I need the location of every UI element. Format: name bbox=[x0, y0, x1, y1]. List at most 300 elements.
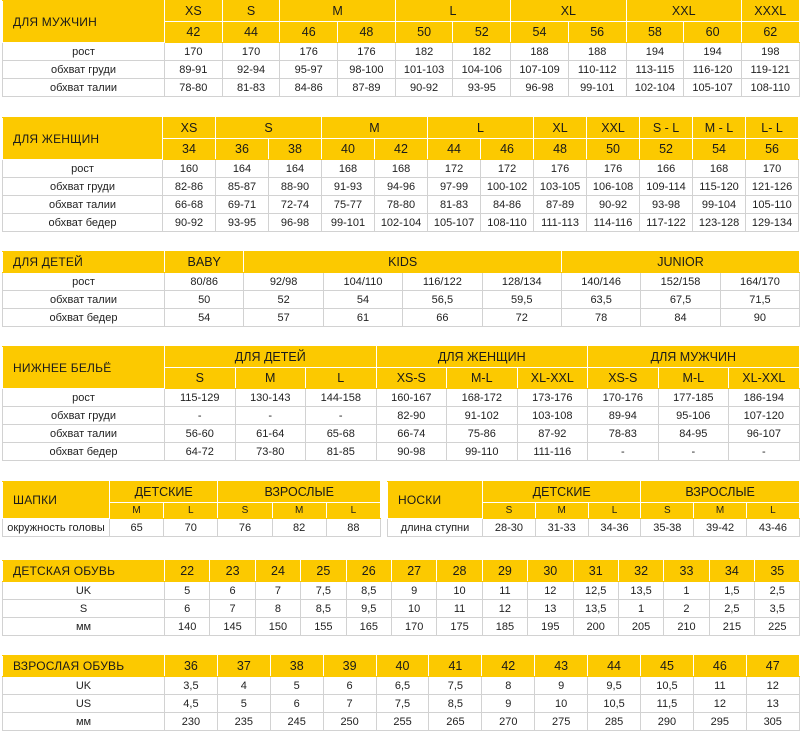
cell: 119-121 bbox=[741, 61, 799, 79]
cell: 105-107 bbox=[428, 214, 481, 232]
row-label: рост bbox=[3, 389, 165, 407]
cell: 65-68 bbox=[306, 425, 377, 443]
cell: 52 bbox=[244, 291, 323, 309]
cell: 65 bbox=[110, 519, 164, 537]
women-size-xl: XL bbox=[534, 118, 587, 139]
men-title: ДЛЯ МУЖЧИН bbox=[3, 1, 165, 43]
cell: 176 bbox=[587, 160, 640, 178]
men-num: 54 bbox=[511, 22, 569, 43]
cell: 85-87 bbox=[216, 178, 269, 196]
table-row bbox=[3, 214, 799, 232]
cell: 9 bbox=[482, 695, 535, 713]
men-num: 42 bbox=[165, 22, 223, 43]
cell: 4 bbox=[217, 677, 270, 695]
adult-shoes-size: 39 bbox=[323, 656, 376, 677]
cell: 168 bbox=[693, 160, 746, 178]
cell: 11 bbox=[482, 582, 527, 600]
cell: 6 bbox=[323, 677, 376, 695]
table-row bbox=[3, 389, 800, 407]
row-label: рост bbox=[3, 43, 165, 61]
cell: 100-102 bbox=[481, 178, 534, 196]
cell: 35-38 bbox=[641, 519, 694, 537]
cell: 128/134 bbox=[482, 273, 561, 291]
women-size-s-l: S - L bbox=[640, 118, 693, 139]
women-size-table bbox=[2, 117, 799, 232]
underwear-size: S bbox=[165, 368, 236, 389]
table-row bbox=[3, 618, 800, 636]
table-row bbox=[3, 43, 800, 61]
cell: 6,5 bbox=[376, 677, 429, 695]
women-num: 46 bbox=[481, 139, 534, 160]
cell: 75-77 bbox=[322, 196, 375, 214]
underwear-size: XL-XXL bbox=[517, 368, 588, 389]
table-row bbox=[3, 713, 800, 731]
cell: 90 bbox=[720, 309, 799, 327]
cell: 78-80 bbox=[375, 196, 428, 214]
cell: 144-158 bbox=[306, 389, 377, 407]
hats-size: S bbox=[218, 503, 272, 519]
kids-shoes-title: ДЕТСКАЯ ОБУВЬ bbox=[3, 561, 165, 582]
cell: 81-85 bbox=[306, 443, 377, 461]
cell: 64-72 bbox=[165, 443, 236, 461]
cell: 101-103 bbox=[395, 61, 453, 79]
row-label: мм bbox=[3, 618, 165, 636]
cell: 88 bbox=[326, 519, 380, 537]
women-num: 52 bbox=[640, 139, 693, 160]
cell: 87-89 bbox=[534, 196, 587, 214]
cell: 170 bbox=[391, 618, 436, 636]
cell: 96-107 bbox=[729, 425, 800, 443]
cell: 7 bbox=[210, 600, 255, 618]
cell: 165 bbox=[346, 618, 391, 636]
adult-shoes-title: ВЗРОСЛАЯ ОБУВЬ bbox=[3, 656, 165, 677]
cell: 92/98 bbox=[244, 273, 323, 291]
table-row bbox=[3, 519, 381, 537]
cell: 8,5 bbox=[301, 600, 346, 618]
cell: 104-106 bbox=[453, 61, 511, 79]
cell: 11 bbox=[437, 600, 482, 618]
cell: 164/170 bbox=[720, 273, 799, 291]
cell: 170-176 bbox=[588, 389, 659, 407]
cell: 155 bbox=[301, 618, 346, 636]
cell: 116-120 bbox=[684, 61, 742, 79]
cell: 82-86 bbox=[163, 178, 216, 196]
cell: 108-110 bbox=[741, 79, 799, 97]
table-row bbox=[3, 160, 799, 178]
cell: 11,5 bbox=[641, 695, 694, 713]
cell: 160 bbox=[163, 160, 216, 178]
cell: 168-172 bbox=[447, 389, 518, 407]
cell: 96-98 bbox=[269, 214, 322, 232]
men-num: 60 bbox=[684, 22, 742, 43]
women-size-m: M bbox=[322, 118, 428, 139]
cell: 11 bbox=[693, 677, 746, 695]
cell: 198 bbox=[741, 43, 799, 61]
men-num: 46 bbox=[280, 22, 338, 43]
cell: 140/146 bbox=[561, 273, 640, 291]
cell: 188 bbox=[568, 43, 626, 61]
table-row bbox=[3, 61, 800, 79]
row-label: окружность головы bbox=[3, 519, 110, 537]
cell: 67,5 bbox=[641, 291, 720, 309]
underwear-size: XS-S bbox=[376, 368, 447, 389]
women-size-l-l: L- L bbox=[746, 118, 799, 139]
row-label: UK bbox=[3, 582, 165, 600]
cell: 115-120 bbox=[693, 178, 746, 196]
cell: 290 bbox=[641, 713, 694, 731]
kids-shoes-size-table bbox=[2, 560, 799, 636]
cell: 99-101 bbox=[322, 214, 375, 232]
cell: 152/158 bbox=[641, 273, 720, 291]
cell: 82-90 bbox=[376, 407, 447, 425]
men-size-s: S bbox=[222, 1, 280, 22]
hats-size-table bbox=[2, 481, 380, 537]
cell: 200 bbox=[573, 618, 618, 636]
cell: 275 bbox=[535, 713, 588, 731]
cell: 12 bbox=[746, 677, 799, 695]
kids-shoes-size: 28 bbox=[437, 561, 482, 582]
cell: 113-115 bbox=[626, 61, 684, 79]
cell: 80/86 bbox=[165, 273, 244, 291]
hats-title: ШАПКИ bbox=[3, 482, 110, 519]
cell: 61 bbox=[323, 309, 402, 327]
cell: 76 bbox=[218, 519, 272, 537]
socks-size: S bbox=[641, 503, 694, 519]
women-num: 36 bbox=[216, 139, 269, 160]
cell: 81-83 bbox=[428, 196, 481, 214]
cell: 9,5 bbox=[588, 677, 641, 695]
cell: 170 bbox=[165, 43, 223, 61]
kids-shoes-size: 33 bbox=[664, 561, 709, 582]
cell: 1 bbox=[664, 582, 709, 600]
cell: 8,5 bbox=[346, 582, 391, 600]
cell: 160-167 bbox=[376, 389, 447, 407]
cell: 103-105 bbox=[534, 178, 587, 196]
adult-shoes-size: 42 bbox=[482, 656, 535, 677]
adult-shoes-size: 36 bbox=[165, 656, 218, 677]
men-size-xxxl: XXXL bbox=[741, 1, 799, 22]
cell: 43-46 bbox=[747, 519, 800, 537]
men-size-table bbox=[2, 0, 799, 97]
cell: - bbox=[235, 407, 306, 425]
socks-size: M bbox=[694, 503, 747, 519]
table-row bbox=[3, 600, 800, 618]
cell: 9 bbox=[391, 582, 436, 600]
cell: 114-116 bbox=[587, 214, 640, 232]
kids-group-junior: JUNIOR bbox=[561, 252, 799, 273]
cell: 10 bbox=[391, 600, 436, 618]
cell: 69-71 bbox=[216, 196, 269, 214]
cell: 73-80 bbox=[235, 443, 306, 461]
underwear-size: M-L bbox=[658, 368, 729, 389]
cell: 96-98 bbox=[511, 79, 569, 97]
cell: 108-110 bbox=[481, 214, 534, 232]
cell: 106-108 bbox=[587, 178, 640, 196]
cell: 1 bbox=[618, 600, 663, 618]
cell: 176 bbox=[338, 43, 396, 61]
women-num: 34 bbox=[163, 139, 216, 160]
kids-size-table bbox=[2, 251, 799, 327]
cell: 102-104 bbox=[626, 79, 684, 97]
cell: 170 bbox=[746, 160, 799, 178]
cell: 84-95 bbox=[658, 425, 729, 443]
cell: 6 bbox=[165, 600, 210, 618]
cell: 173-176 bbox=[517, 389, 588, 407]
cell: 115-129 bbox=[165, 389, 236, 407]
underwear-group-men: ДЛЯ МУЖЧИН bbox=[588, 347, 800, 368]
men-size-xs: XS bbox=[165, 1, 223, 22]
cell: 185 bbox=[482, 618, 527, 636]
adult-shoes-size: 45 bbox=[641, 656, 694, 677]
cell: 90-98 bbox=[376, 443, 447, 461]
cell: 166 bbox=[640, 160, 693, 178]
cell: 7 bbox=[255, 582, 300, 600]
hats-size: L bbox=[164, 503, 218, 519]
cell: 90-92 bbox=[395, 79, 453, 97]
women-num: 54 bbox=[693, 139, 746, 160]
table-row bbox=[3, 309, 800, 327]
cell: 7,5 bbox=[301, 582, 346, 600]
women-size-s: S bbox=[216, 118, 322, 139]
row-label: обхват талии bbox=[3, 291, 165, 309]
cell: 28-30 bbox=[483, 519, 536, 537]
cell: 31-33 bbox=[535, 519, 588, 537]
cell: 99-104 bbox=[693, 196, 746, 214]
kids-shoes-size: 29 bbox=[482, 561, 527, 582]
cell: 129-134 bbox=[746, 214, 799, 232]
hats-group-kids: ДЕТСКИЕ bbox=[110, 482, 218, 503]
socks-size: L bbox=[588, 503, 641, 519]
cell: 103-108 bbox=[517, 407, 588, 425]
cell: 8 bbox=[255, 600, 300, 618]
cell: 94-96 bbox=[375, 178, 428, 196]
cell: 176 bbox=[534, 160, 587, 178]
row-label: обхват бедер bbox=[3, 214, 163, 232]
cell: - bbox=[165, 407, 236, 425]
kids-shoes-size: 25 bbox=[301, 561, 346, 582]
men-num: 56 bbox=[568, 22, 626, 43]
cell: 121-126 bbox=[746, 178, 799, 196]
cell: 285 bbox=[588, 713, 641, 731]
adult-shoes-size-table bbox=[2, 655, 799, 731]
underwear-size: M-L bbox=[447, 368, 518, 389]
row-label: US bbox=[3, 695, 165, 713]
women-num: 44 bbox=[428, 139, 481, 160]
cell: 88-90 bbox=[269, 178, 322, 196]
cell: 7 bbox=[323, 695, 376, 713]
women-title: ДЛЯ ЖЕНЩИН bbox=[3, 118, 163, 160]
adult-shoes-size: 46 bbox=[693, 656, 746, 677]
table-row bbox=[3, 443, 800, 461]
table-row bbox=[3, 425, 800, 443]
cell: 3,5 bbox=[755, 600, 800, 618]
cell: 168 bbox=[322, 160, 375, 178]
cell: 168 bbox=[375, 160, 428, 178]
cell: 182 bbox=[453, 43, 511, 61]
cell: - bbox=[658, 443, 729, 461]
socks-size: L bbox=[747, 503, 800, 519]
cell: 3,5 bbox=[165, 677, 218, 695]
cell: 145 bbox=[210, 618, 255, 636]
cell: 8,5 bbox=[429, 695, 482, 713]
hats-size: L bbox=[326, 503, 380, 519]
cell: 66-74 bbox=[376, 425, 447, 443]
row-label: обхват груди bbox=[3, 178, 163, 196]
cell: 90-92 bbox=[587, 196, 640, 214]
underwear-title: НИЖНЕЕ БЕЛЬЁ bbox=[3, 347, 165, 389]
cell: 177-185 bbox=[658, 389, 729, 407]
cell: 50 bbox=[165, 291, 244, 309]
row-label: S bbox=[3, 600, 165, 618]
cell: 89-91 bbox=[165, 61, 223, 79]
row-label: обхват груди bbox=[3, 407, 165, 425]
cell: 111-116 bbox=[517, 443, 588, 461]
kids-group-baby: BABY bbox=[165, 252, 244, 273]
kids-shoes-size: 27 bbox=[391, 561, 436, 582]
table-row bbox=[3, 196, 799, 214]
women-num: 56 bbox=[746, 139, 799, 160]
cell: 6 bbox=[210, 582, 255, 600]
men-num: 58 bbox=[626, 22, 684, 43]
cell: 305 bbox=[746, 713, 799, 731]
cell: 93-98 bbox=[640, 196, 693, 214]
cell: 72 bbox=[482, 309, 561, 327]
cell: 56,5 bbox=[403, 291, 482, 309]
cell: 54 bbox=[323, 291, 402, 309]
cell: 4,5 bbox=[165, 695, 218, 713]
cell: 87-92 bbox=[517, 425, 588, 443]
socks-size: S bbox=[483, 503, 536, 519]
underwear-size: XL-XXL bbox=[729, 368, 800, 389]
row-label: UK bbox=[3, 677, 165, 695]
men-size-xxl: XXL bbox=[626, 1, 741, 22]
cell: 2 bbox=[664, 600, 709, 618]
cell: 205 bbox=[618, 618, 663, 636]
cell: 12 bbox=[528, 582, 573, 600]
kids-shoes-size: 24 bbox=[255, 561, 300, 582]
cell: 117-122 bbox=[640, 214, 693, 232]
cell: 105-107 bbox=[684, 79, 742, 97]
cell: 215 bbox=[709, 618, 754, 636]
table-row bbox=[3, 273, 800, 291]
socks-group-adults: ВЗРОСЛЫЕ bbox=[641, 482, 799, 503]
cell: 175 bbox=[437, 618, 482, 636]
adult-shoes-size: 44 bbox=[588, 656, 641, 677]
cell: 8 bbox=[482, 677, 535, 695]
cell: 170 bbox=[222, 43, 280, 61]
men-size-l: L bbox=[395, 1, 510, 22]
cell: 13,5 bbox=[618, 582, 663, 600]
table-row bbox=[388, 519, 800, 537]
cell: 99-101 bbox=[568, 79, 626, 97]
women-size-xs: XS bbox=[163, 118, 216, 139]
cell: 116/122 bbox=[403, 273, 482, 291]
cell: 12 bbox=[693, 695, 746, 713]
men-num: 62 bbox=[741, 22, 799, 43]
cell: 78 bbox=[561, 309, 640, 327]
cell: 57 bbox=[244, 309, 323, 327]
men-size-xl: XL bbox=[511, 1, 626, 22]
table-row bbox=[3, 79, 800, 97]
adult-shoes-size: 43 bbox=[535, 656, 588, 677]
cell: - bbox=[306, 407, 377, 425]
cell: 84-86 bbox=[280, 79, 338, 97]
cell: 92-94 bbox=[222, 61, 280, 79]
row-label: длина ступни bbox=[388, 519, 483, 537]
cell: 10,5 bbox=[588, 695, 641, 713]
men-size-m: M bbox=[280, 1, 395, 22]
row-label: обхват бедер bbox=[3, 443, 165, 461]
adult-shoes-size: 40 bbox=[376, 656, 429, 677]
cell: 186-194 bbox=[729, 389, 800, 407]
cell: 93-95 bbox=[216, 214, 269, 232]
kids-shoes-size: 35 bbox=[755, 561, 800, 582]
cell: 107-120 bbox=[729, 407, 800, 425]
row-label: рост bbox=[3, 273, 165, 291]
men-num: 50 bbox=[395, 22, 453, 43]
table-row bbox=[3, 677, 800, 695]
underwear-size: XS-S bbox=[588, 368, 659, 389]
cell: 150 bbox=[255, 618, 300, 636]
cell: 13,5 bbox=[573, 600, 618, 618]
women-size-xxl: XXL bbox=[587, 118, 640, 139]
cell: 105-110 bbox=[746, 196, 799, 214]
cell: 5 bbox=[217, 695, 270, 713]
table-row bbox=[3, 695, 800, 713]
row-label: обхват талии bbox=[3, 196, 163, 214]
cell: 89-94 bbox=[588, 407, 659, 425]
cell: 9 bbox=[535, 677, 588, 695]
women-size-m-l: M - L bbox=[693, 118, 746, 139]
kids-group-kids: KIDS bbox=[244, 252, 562, 273]
women-num: 50 bbox=[587, 139, 640, 160]
cell: 2,5 bbox=[709, 600, 754, 618]
cell: 107-109 bbox=[511, 61, 569, 79]
cell: 91-93 bbox=[322, 178, 375, 196]
cell: 164 bbox=[269, 160, 322, 178]
kids-title: ДЛЯ ДЕТЕЙ bbox=[3, 252, 165, 273]
cell: 10 bbox=[535, 695, 588, 713]
underwear-group-kids: ДЛЯ ДЕТЕЙ bbox=[165, 347, 377, 368]
cell: 70 bbox=[164, 519, 218, 537]
cell: 5 bbox=[165, 582, 210, 600]
cell: 172 bbox=[428, 160, 481, 178]
cell: 54 bbox=[165, 309, 244, 327]
adult-shoes-size: 38 bbox=[270, 656, 323, 677]
cell: 111-113 bbox=[534, 214, 587, 232]
cell: 59,5 bbox=[482, 291, 561, 309]
cell: 75-86 bbox=[447, 425, 518, 443]
cell: 1,5 bbox=[709, 582, 754, 600]
women-num: 48 bbox=[534, 139, 587, 160]
underwear-size: L bbox=[306, 368, 377, 389]
cell: 188 bbox=[511, 43, 569, 61]
cell: 194 bbox=[626, 43, 684, 61]
adult-shoes-size: 37 bbox=[217, 656, 270, 677]
cell: 9,5 bbox=[346, 600, 391, 618]
kids-shoes-size: 32 bbox=[618, 561, 663, 582]
cell: 93-95 bbox=[453, 79, 511, 97]
cell: 295 bbox=[693, 713, 746, 731]
women-num: 38 bbox=[269, 139, 322, 160]
underwear-size-table bbox=[2, 346, 799, 461]
cell: 95-106 bbox=[658, 407, 729, 425]
cell: 66 bbox=[403, 309, 482, 327]
cell: 97-99 bbox=[428, 178, 481, 196]
cell: 245 bbox=[270, 713, 323, 731]
cell: 164 bbox=[216, 160, 269, 178]
cell: 39-42 bbox=[694, 519, 747, 537]
